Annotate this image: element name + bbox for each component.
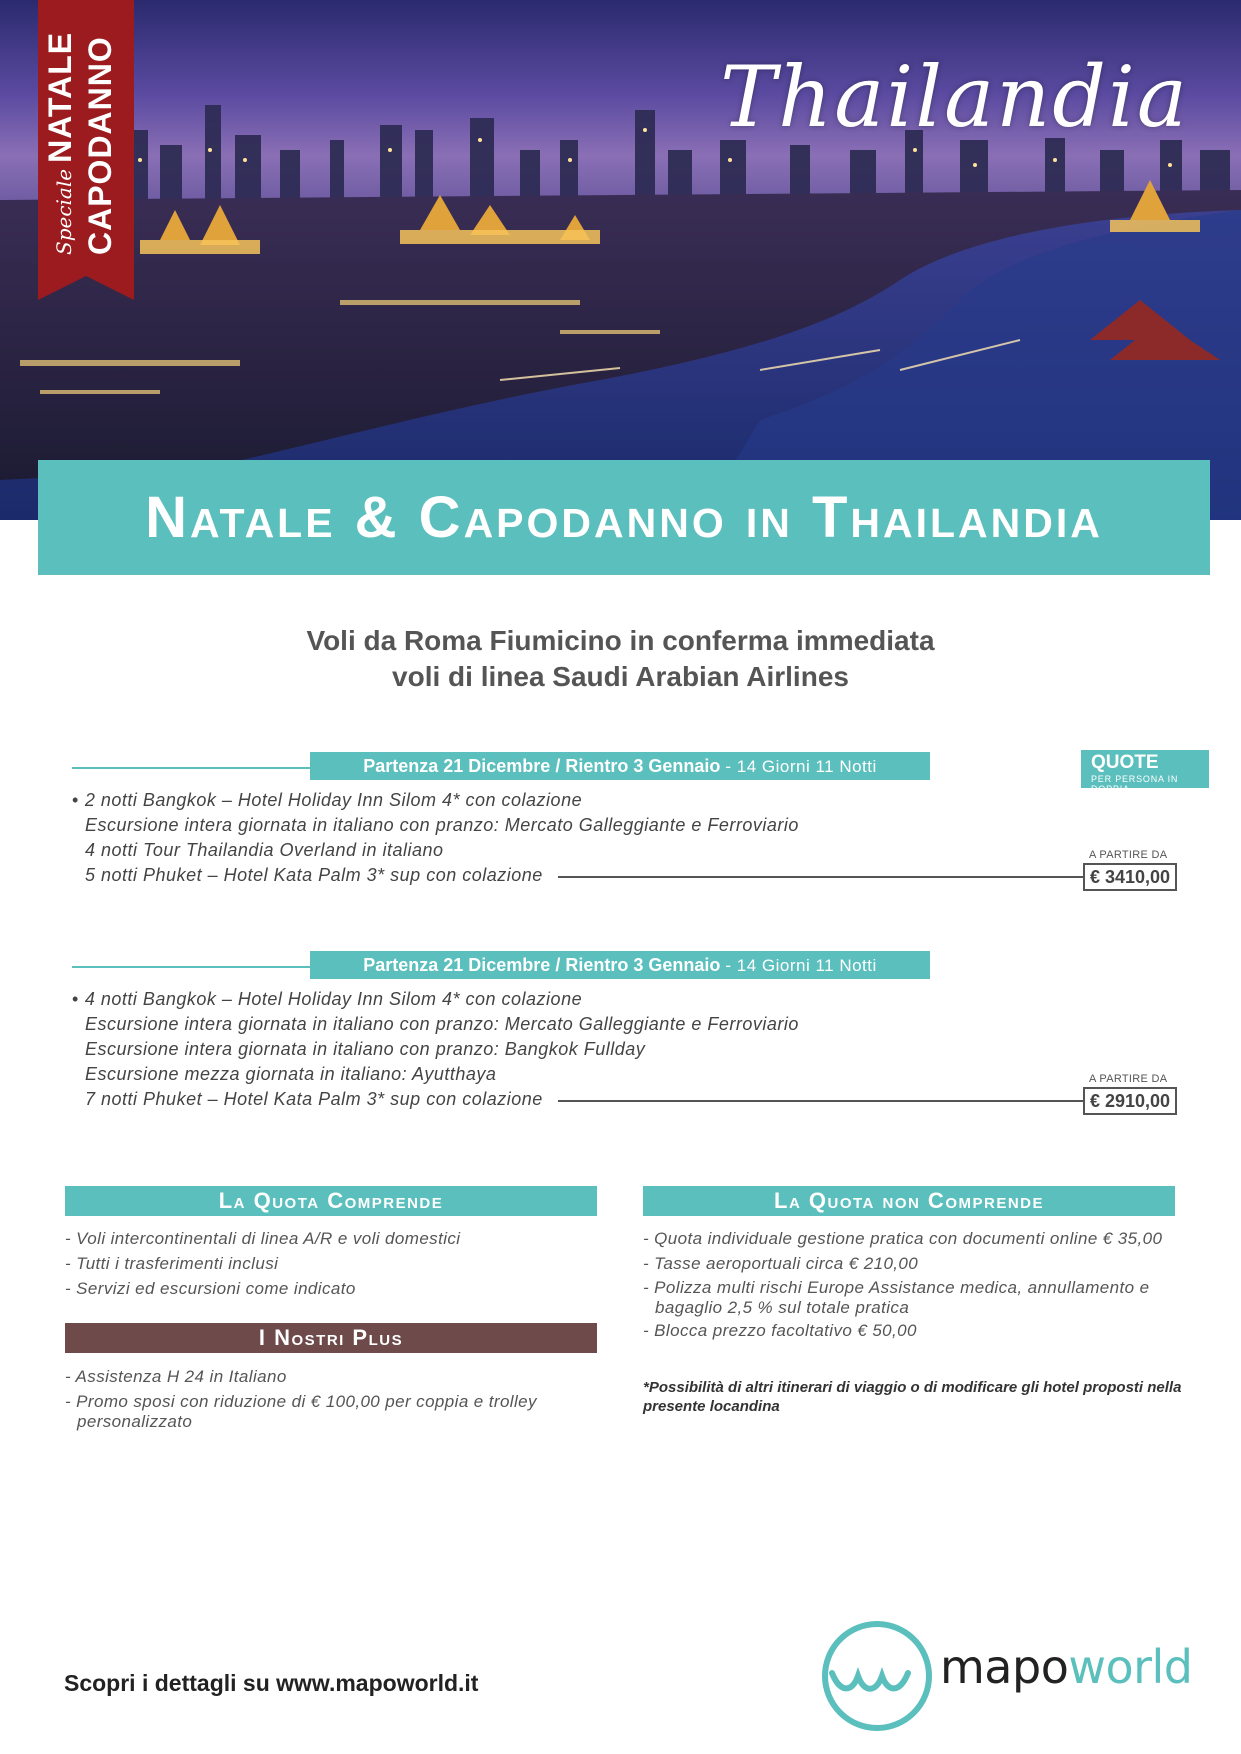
- itinerary-list: [72, 788, 799, 888]
- included-item: - Voli intercontinentali di linea A/R e voli domestici: [65, 1229, 461, 1248]
- main-banner: [38, 460, 1210, 575]
- not-included-item: - Quota individuale gestione pratica con documenti online € 35,00: [643, 1229, 1163, 1248]
- quote-tag: [1081, 750, 1209, 794]
- included-header: [65, 1186, 597, 1216]
- plus-title: I Nostri Plus: [258, 1325, 404, 1350]
- flight-info: [0, 623, 1241, 695]
- itinerary-item: 5 notti Phuket – Hotel Kata Palm 3* sup con colazione: [85, 865, 543, 885]
- trip-duration: - 14 Giorni 11 Notti: [725, 757, 877, 776]
- flight-info-line2: voli di linea Saudi Arabian Airlines: [392, 661, 849, 692]
- ribbon-capodanno: CAPODANNO: [82, 36, 118, 255]
- disclaimer-note: *Possibilità di altri itinerari di viaggio o di modificare gli hotel proposti nella presente locandina: [643, 1379, 1182, 1415]
- itinerary-item: • 4 notti Bangkok – Hotel Holiday Inn Silom 4* con colazione: [72, 987, 799, 1012]
- included-item: - Tutti i trasferimenti inclusi: [65, 1254, 279, 1273]
- price-leader-line: [558, 876, 1083, 878]
- included-title: La Quota Comprende: [218, 1188, 444, 1213]
- price-value: € 3410,00: [1083, 863, 1177, 891]
- quote-tag-subtitle: PER PERSONA IN DOPPIA: [1091, 774, 1179, 794]
- ribbon-label: [42, 32, 79, 255]
- not-included-list: [643, 1226, 1183, 1343]
- price-from-label: A PARTIRE DA: [1089, 1073, 1168, 1085]
- ribbon-label-2: [82, 36, 119, 255]
- logo-wordmark-world: world: [1068, 1640, 1193, 1694]
- itinerary-item: Escursione intera giornata in italiano con pranzo: Mercato Galleggiante e Ferroviario: [85, 1014, 799, 1034]
- itinerary-item: 4 notti Tour Thailandia Overland in italiano: [85, 840, 444, 860]
- itinerary-list: [72, 987, 799, 1112]
- not-included-item: - Blocca prezzo facoltativo € 50,00: [643, 1321, 917, 1340]
- departure-dates: Partenza 21 Dicembre / Rientro 3 Gennaio: [363, 955, 721, 975]
- flight-info-line1: Voli da Roma Fiumicino in conferma immediata: [306, 625, 935, 656]
- price-value: € 2910,00: [1083, 1087, 1177, 1115]
- itinerary-item: • 2 notti Bangkok – Hotel Holiday Inn Silom 4* con colazione: [72, 788, 799, 813]
- plus-item: - Assistenza H 24 in Italiano: [65, 1367, 287, 1386]
- included-item: - Servizi ed escursioni come indicato: [65, 1279, 356, 1298]
- trip-duration: - 14 Giorni 11 Notti: [725, 956, 877, 975]
- offer-rule: [72, 767, 312, 769]
- not-included-item: - Tasse aeroportuali circa € 210,00: [643, 1254, 919, 1273]
- ribbon-script: Speciale: [52, 168, 76, 255]
- itinerary-item: Escursione mezza giornata in italiano: Ayutthaya: [85, 1064, 497, 1084]
- banner-title: Natale & Capodanno in Thailandia: [145, 485, 1103, 550]
- departure-dates: Partenza 21 Dicembre / Rientro 3 Gennaio: [363, 756, 721, 776]
- plus-item: - Promo sposi con riduzione di € 100,00 per coppia e trolley personalizzato: [65, 1392, 537, 1431]
- website-cta[interactable]: Scopri i dettagli su www.mapoworld.it: [64, 1670, 479, 1696]
- not-included-title: La Quota non Comprende: [774, 1188, 1044, 1213]
- plus-list: [65, 1364, 585, 1432]
- not-included-item: - Polizza multi rischi Europe Assistance medica, annullamento e bagaglio 2,5 % sul totale pratica: [643, 1278, 1150, 1317]
- plus-header: [65, 1323, 597, 1353]
- logo-wordmark-mapo: mapo: [940, 1640, 1069, 1694]
- destination-script-title: Thailandia: [720, 48, 1189, 146]
- hero-image: [0, 0, 1241, 520]
- logo-wordmark: [940, 1640, 1193, 1694]
- quote-tag-title: QUOTE: [1091, 752, 1159, 773]
- departure-bar: [310, 951, 930, 979]
- not-included-header: [643, 1186, 1175, 1216]
- itinerary-item: Escursione intera giornata in italiano con pranzo: Bangkok Fullday: [85, 1039, 646, 1059]
- price-from-label: A PARTIRE DA: [1089, 849, 1168, 861]
- included-list: [65, 1226, 597, 1301]
- departure-bar: [310, 752, 930, 780]
- price-leader-line: [558, 1100, 1083, 1102]
- offer-rule: [72, 966, 312, 968]
- itinerary-item: 7 notti Phuket – Hotel Kata Palm 3* sup con colazione: [85, 1089, 543, 1109]
- ribbon-natale: NATALE: [42, 31, 78, 163]
- itinerary-item: Escursione intera giornata in italiano con pranzo: Mercato Galleggiante e Ferroviario: [85, 815, 799, 835]
